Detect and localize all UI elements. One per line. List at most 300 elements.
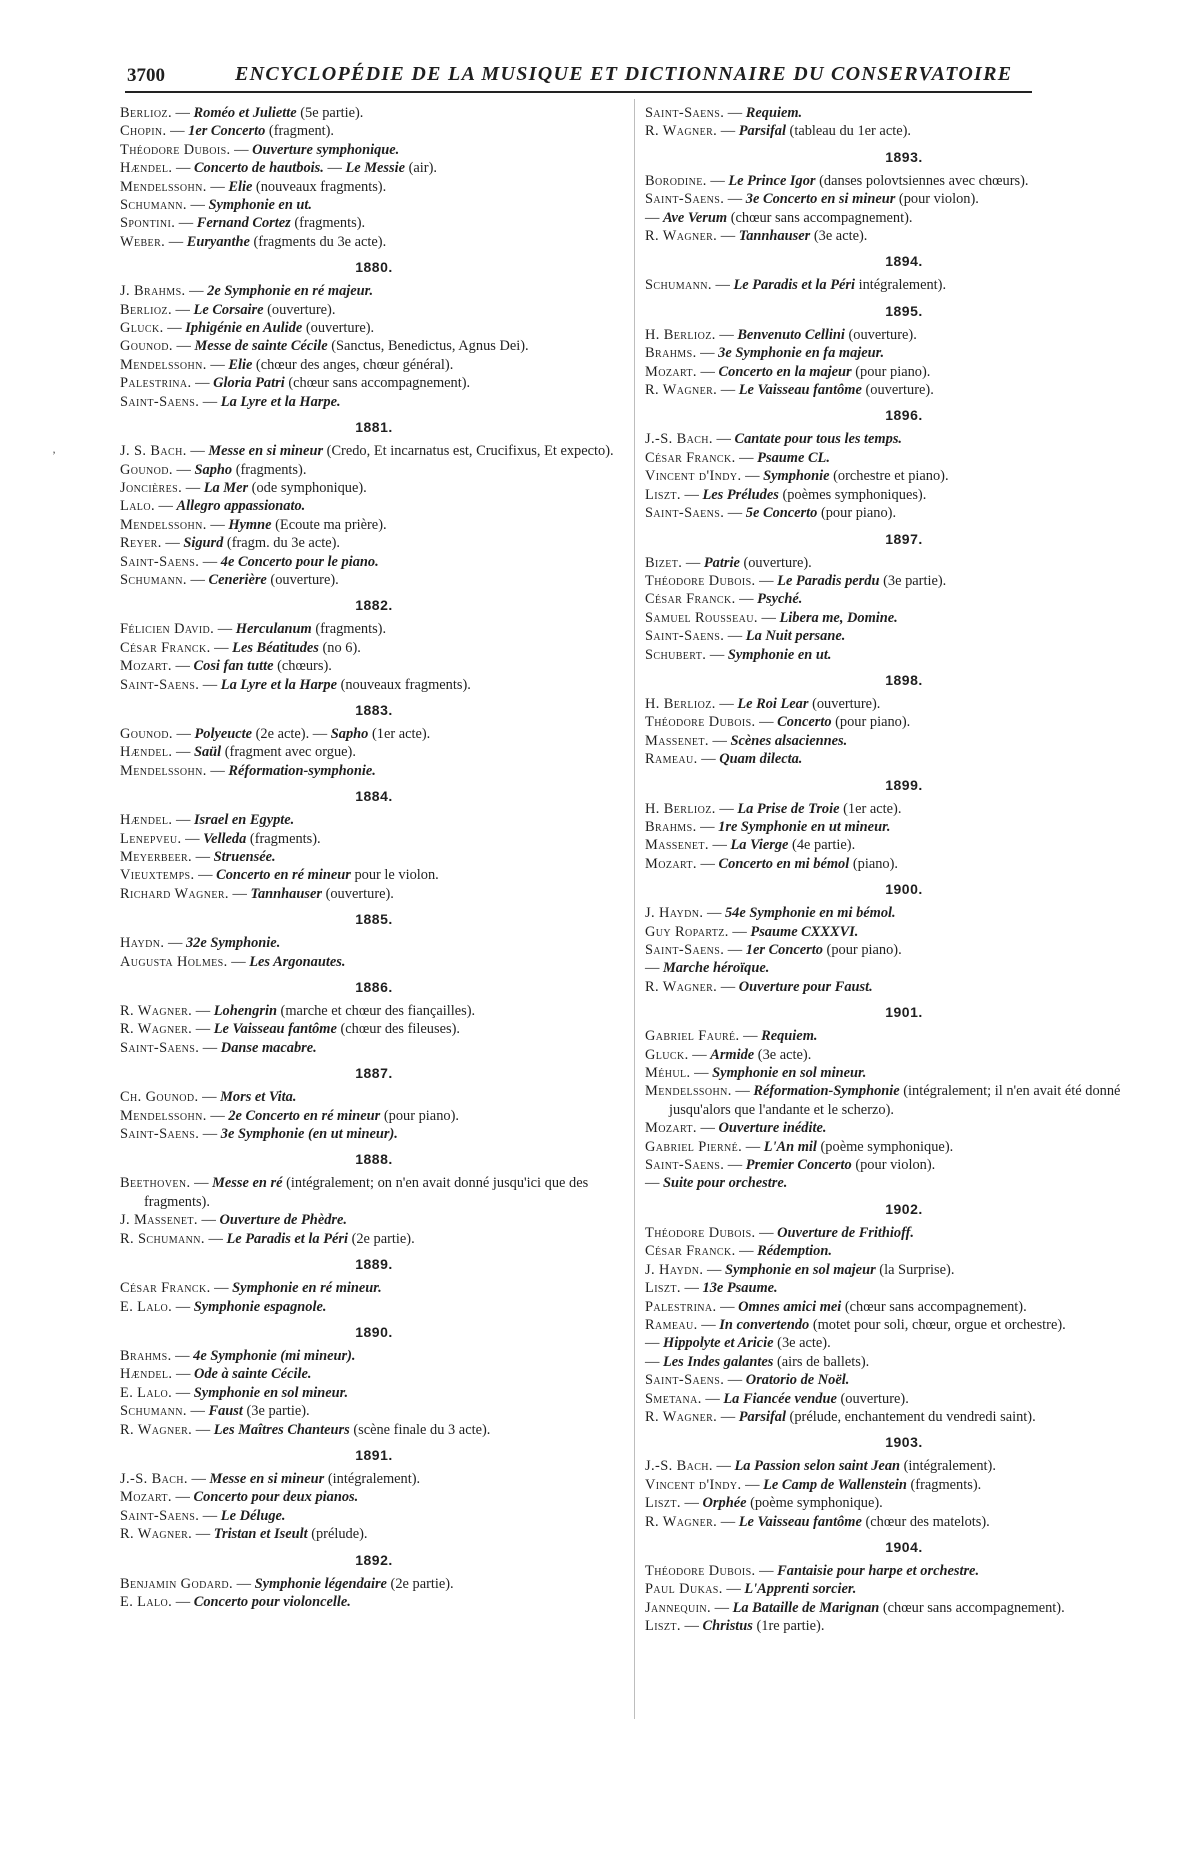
concert-entry <box>120 1347 628 1365</box>
concert-entry <box>645 818 1163 836</box>
work-title: Le Camp de Wallenstein <box>763 1476 907 1493</box>
entry-dash: — <box>172 744 194 761</box>
entry-dash: — <box>172 1384 194 1401</box>
concert-entry <box>645 363 1163 381</box>
concert-entry <box>120 1507 628 1525</box>
concert-entry <box>120 214 628 232</box>
entry-dash: — <box>717 1408 739 1425</box>
concert-entry <box>120 1002 628 1020</box>
work-title: Symphonie en ut. <box>727 646 832 663</box>
work-note: (ouverture). <box>739 554 812 571</box>
entry-dash: — <box>161 535 184 552</box>
work-title: Danse macabre. <box>220 1039 317 1056</box>
concert-entry <box>645 1174 1163 1192</box>
concert-entry <box>645 1371 1163 1389</box>
work-note: (fragm. du 3e acte). <box>223 535 340 552</box>
work-title: Sapho <box>330 725 369 742</box>
year-heading: 1904. <box>885 1538 923 1555</box>
composer-name: Vieuxtemps. <box>120 867 195 884</box>
composer-name: Brahms. <box>645 818 697 835</box>
concert-entry <box>645 381 1163 399</box>
entry-dash: — <box>206 178 229 195</box>
concert-entry <box>645 1082 1163 1119</box>
year-heading: 1898. <box>885 671 923 688</box>
composer-name: R. Wagner. <box>645 1513 718 1530</box>
composer-name: Saint-Saens. <box>645 505 725 522</box>
entry-dash: — <box>645 960 663 977</box>
work-note: (danses polovtsiennes avec chœurs). <box>815 172 1029 189</box>
work-note: (intégralement). <box>900 1458 996 1475</box>
concert-entry <box>120 1088 628 1106</box>
work-title: Requiem. <box>745 105 803 121</box>
work-note: pour le violon. <box>350 867 439 884</box>
concert-entry <box>120 725 628 743</box>
work-title: Psyché. <box>757 591 803 608</box>
entry-dash: — <box>724 1157 746 1174</box>
work-title: Les Indes galantes <box>663 1353 774 1370</box>
work-title: Benvenuto Cellini <box>737 326 845 343</box>
work-note: (1er acte). <box>368 725 431 742</box>
entry-dash: — <box>186 1403 209 1420</box>
entry-dash: — <box>199 676 221 693</box>
work-title: Le Roi Lear <box>737 695 809 712</box>
concert-entry <box>645 172 1163 190</box>
composer-name: H. Berlioz. <box>645 800 716 817</box>
work-title: Struensée. <box>213 849 276 865</box>
concert-entry <box>645 855 1163 873</box>
entry-dash: — <box>192 1003 214 1020</box>
entry-dash: — <box>703 905 725 922</box>
concert-entry <box>120 516 628 534</box>
work-title: Le Vaisseau fantôme <box>213 1021 337 1038</box>
year-heading: 1884. <box>355 788 393 805</box>
entry-dash: — <box>717 1513 739 1530</box>
work-title: 4e Concerto pour le piano. <box>220 553 379 570</box>
entry-dash: — <box>717 228 739 245</box>
entry-dash: — <box>706 646 728 663</box>
entry-dash: — <box>214 621 236 638</box>
work-note: (ouverture). <box>861 382 934 399</box>
work-note: (1re partie). <box>752 1618 825 1635</box>
entry-dash: — <box>724 1372 746 1389</box>
composer-name: César Franck. <box>120 1280 211 1297</box>
composer-name: Haydn. <box>120 935 165 952</box>
work-note: (pour piano). <box>851 363 931 380</box>
composer-name: Palestrina. <box>120 375 192 392</box>
year-heading: 1897. <box>885 530 923 547</box>
concert-entry <box>645 1224 1163 1242</box>
work-title: Sigurd <box>183 535 224 552</box>
composer-name: Mozart. <box>120 1489 172 1506</box>
concert-entry <box>120 1488 628 1506</box>
composer-name: Augusta Holmes. <box>120 953 228 970</box>
entry-dash: — <box>199 1126 221 1143</box>
concert-entry <box>120 1593 628 1611</box>
composer-name: Gounod. <box>120 725 173 742</box>
composer-name: Hændel. <box>120 160 173 177</box>
concert-entry <box>120 811 628 829</box>
entry-dash: — <box>187 1470 210 1487</box>
composer-name: Meyerbeer. <box>120 849 193 865</box>
work-note: (2e partie). <box>347 1230 415 1247</box>
entry-dash: — <box>645 1335 663 1352</box>
work-note: (3e partie). <box>242 1403 310 1420</box>
composer-name: R. Wagner. <box>645 1408 718 1425</box>
work-note: (ode symphonique). <box>248 479 367 496</box>
entry-dash: — <box>755 1224 778 1241</box>
concert-entry <box>645 695 1163 713</box>
entry-dash: — <box>186 571 209 588</box>
concert-entry <box>645 713 1163 731</box>
entry-dash: — <box>181 830 204 847</box>
year-heading: 1900. <box>885 881 923 898</box>
concert-entry <box>120 178 628 196</box>
concert-entry <box>120 1230 628 1248</box>
entry-dash: — <box>186 443 209 460</box>
work-title: Le Paradis perdu <box>777 572 880 589</box>
concert-entry <box>645 1617 1163 1635</box>
composer-name: Paul Dukas. <box>645 1581 723 1598</box>
entry-dash: — <box>166 123 189 140</box>
work-title: Concerto de hautbois. <box>193 160 324 177</box>
work-note: (fragments). <box>232 461 307 478</box>
work-title: Christus <box>702 1618 753 1635</box>
work-title: Concerto en ré mineur <box>216 867 351 884</box>
work-title: Le Prince Igor <box>728 172 816 189</box>
concert-entry <box>120 953 628 971</box>
work-title: Concerto en mi bémol <box>718 855 850 872</box>
composer-name: J. Haydn. <box>645 1261 704 1278</box>
composer-name: César Franck. <box>120 639 211 656</box>
entry-dash: — <box>717 123 739 140</box>
concert-entry <box>120 233 628 251</box>
concert-entry <box>645 1513 1163 1531</box>
composer-name: Beethoven. <box>120 1175 191 1192</box>
composer-name: J. Brahms. <box>120 283 186 300</box>
work-note: (prélude, enchantement du vendredi saint). <box>785 1408 1036 1425</box>
entry-dash: — <box>724 628 746 645</box>
work-title: Concerto pour deux pianos. <box>193 1489 359 1506</box>
composer-name: César Franck. <box>645 449 736 466</box>
entry-dash: — <box>206 516 229 533</box>
composer-name: Smetana. <box>645 1390 702 1407</box>
composer-name: J.-S. Bach. <box>120 1470 188 1487</box>
concert-entry <box>120 762 628 780</box>
entry-dash: — <box>206 356 229 373</box>
composer-name: Benjamin Godard. <box>120 1575 234 1592</box>
work-title: Elie <box>228 178 253 195</box>
composer-name: Gabriel Pierné. <box>645 1138 743 1155</box>
concert-entry <box>645 344 1163 362</box>
work-title: Quam dilecta. <box>719 751 803 768</box>
entry-dash: — <box>186 197 209 214</box>
composer-name: Massenet. <box>645 732 709 749</box>
composer-name: Saint-Saens. <box>645 1157 725 1174</box>
work-title: L'Apprenti sorcier. <box>744 1581 857 1598</box>
work-title: Symphonie en sol majeur <box>724 1261 876 1278</box>
entry-dash: — <box>741 468 764 485</box>
composer-name: Vincent d'Indy. <box>645 468 742 485</box>
composer-name: Mendelssohn. <box>645 1083 732 1100</box>
composer-name: Hændel. <box>120 812 173 829</box>
entry-dash: — <box>757 609 780 626</box>
entry-dash: — <box>755 572 778 589</box>
entry-dash: — <box>688 1046 711 1063</box>
composer-name: H. Berlioz. <box>645 326 716 343</box>
entry-dash: — <box>204 1230 227 1247</box>
composer-name: Théodore Dubois. <box>120 141 231 158</box>
work-note: (fragments). <box>246 830 321 847</box>
composer-name: Saint-Saens. <box>645 105 725 121</box>
composer-name: Ch. Gounod. <box>120 1089 199 1106</box>
concert-entry <box>120 196 628 214</box>
composer-name: Vincent d'Indy. <box>645 1476 742 1493</box>
composer-name: E. Lalo. <box>120 1593 173 1610</box>
work-note: (5e partie). <box>296 105 364 121</box>
composer-name: Hændel. <box>120 744 173 761</box>
concert-entry <box>120 356 628 374</box>
work-note: (tableau du 1er acte). <box>785 123 911 140</box>
work-title: Requiem. <box>761 1028 818 1045</box>
work-title: Velleda <box>203 830 247 847</box>
composer-name: Schumann. <box>645 277 712 294</box>
work-title: Hymne <box>228 516 272 533</box>
composer-name: Théodore Dubois. <box>645 572 756 589</box>
work-title: La Passion selon saint Jean <box>734 1458 901 1475</box>
year-heading: 1896. <box>885 407 923 424</box>
work-note: (2e acte). — <box>252 725 331 742</box>
entry-dash: — <box>199 393 221 410</box>
column-separator <box>634 99 635 1719</box>
work-title: Sapho <box>194 461 233 478</box>
running-title: ENCYCLOPÉDIE DE LA MUSIQUE ET DICTIONNAIRE DU CONSERVATOIRE <box>235 63 1013 85</box>
entry-dash: — <box>233 1575 255 1592</box>
work-title: Fantaisie pour harpe et orchestre. <box>777 1562 980 1579</box>
concert-entry <box>645 1353 1163 1371</box>
concert-entry <box>120 620 628 638</box>
composer-name: Mozart. <box>645 1120 697 1137</box>
work-title: Les Préludes <box>702 486 779 503</box>
work-title: Marche héroïque. <box>663 960 770 977</box>
concert-entry <box>645 122 1163 140</box>
work-note: (pour piano). <box>822 942 902 958</box>
concert-entry <box>120 301 628 319</box>
year-heading: 1887. <box>355 1065 393 1082</box>
work-note: (intégralement). <box>324 1470 421 1487</box>
work-title: Ouverture de Frithioff. <box>777 1224 915 1241</box>
work-title: Symphonie <box>763 468 830 485</box>
composer-name: Samuel Rousseau. <box>645 609 758 626</box>
concert-entry <box>645 276 1163 294</box>
entry-dash: — <box>731 1083 754 1100</box>
composer-name: R. Wagner. <box>645 978 718 995</box>
work-note: (chœur des matelots). <box>861 1513 990 1530</box>
entry-dash: — <box>192 1421 214 1438</box>
year-heading: 1893. <box>885 148 923 165</box>
composer-name: Lenepveu. <box>120 830 182 847</box>
concert-entry <box>120 497 628 515</box>
composer-name: Mendelssohn. <box>120 356 207 373</box>
work-title: Tannhauser <box>738 228 811 245</box>
concert-entry <box>120 1020 628 1038</box>
composer-name: Hændel. <box>120 1366 173 1383</box>
work-note: (3e acte). <box>754 1046 812 1063</box>
concert-entry <box>645 504 1163 522</box>
work-note: (ouverture). <box>321 885 394 902</box>
composer-name: Saint-Saens. <box>120 676 200 693</box>
work-title: Cenerière <box>208 571 267 588</box>
composer-name: Gluck. <box>645 1046 689 1063</box>
page-header <box>125 62 1030 96</box>
composer-name: R. Wagner. <box>120 1003 193 1020</box>
work-title: Les Argonautes. <box>249 953 346 970</box>
concert-entry <box>120 1279 628 1297</box>
entry-dash: — <box>735 449 758 466</box>
composer-name: Mozart. <box>645 363 697 380</box>
entry-dash: — <box>164 935 186 952</box>
entry-dash: — <box>697 751 720 768</box>
composer-name: Saint-Saens. <box>645 191 725 208</box>
work-title: Roméo et Juliette <box>193 105 297 121</box>
entry-dash: — <box>185 283 208 300</box>
work-title: Le Messie <box>345 160 406 177</box>
work-title: Tristan et Iseult <box>213 1526 308 1543</box>
year-heading: 1888. <box>355 1151 393 1168</box>
concert-entry <box>645 1494 1163 1512</box>
composer-name: Saint-Saens. <box>120 1507 200 1524</box>
concert-entry <box>645 1027 1163 1045</box>
work-title: Suite pour orchestre. <box>663 1175 788 1192</box>
entry-dash: — <box>206 1107 229 1124</box>
work-title: Omnes amici mei <box>738 1298 842 1315</box>
work-title: 1er Concerto <box>188 123 266 140</box>
concert-entry <box>120 282 628 300</box>
entry-dash: — <box>171 1489 194 1506</box>
entry-dash: — <box>194 867 217 884</box>
work-note: (1er acte). <box>839 800 902 817</box>
composer-name: Saint-Saens. <box>120 1039 200 1056</box>
work-note: (4e partie). <box>788 837 856 854</box>
entry-dash: — <box>172 1366 194 1383</box>
composer-name: R. Schumann. <box>120 1230 205 1247</box>
entry-dash: — <box>230 141 253 158</box>
entry-dash: — <box>710 1599 733 1616</box>
concert-entry <box>645 1562 1163 1580</box>
concert-entry <box>120 159 628 177</box>
work-title: Allegro appassionato. <box>176 498 306 515</box>
concert-entry <box>645 467 1163 485</box>
composer-name: Mozart. <box>645 855 697 872</box>
composer-name: Schumann. <box>120 571 187 588</box>
work-note: (la Surprise). <box>875 1261 955 1278</box>
concert-entry <box>120 393 628 411</box>
composer-name: Mozart. <box>120 658 172 675</box>
composer-name: Méhul. <box>645 1065 691 1082</box>
work-note: (chœur sans accompagnement). <box>727 209 913 226</box>
entry-dash: — <box>680 1495 703 1512</box>
entry-dash: — <box>696 1120 719 1137</box>
entry-dash: — <box>182 479 204 496</box>
concert-entry <box>120 1402 628 1420</box>
composer-name: Schumann. <box>120 197 187 214</box>
composer-name: R. Wagner. <box>120 1421 193 1438</box>
entry-dash: — <box>742 1138 764 1155</box>
work-note: (poème symphonique). <box>816 1138 954 1155</box>
work-title: Ouverture inédite. <box>718 1120 827 1137</box>
composer-name: J. Haydn. <box>645 905 704 922</box>
concert-entry <box>120 337 628 355</box>
concert-entry <box>645 430 1163 448</box>
concert-entry <box>645 1242 1163 1260</box>
entry-dash: — <box>171 1347 194 1364</box>
entry-dash: — <box>739 1028 762 1045</box>
composer-name: Chopin. <box>120 123 167 140</box>
composer-name: Liszt. <box>645 1495 681 1512</box>
work-title: L'An mil <box>763 1138 817 1155</box>
composer-name: Liszt. <box>645 486 681 503</box>
work-note: (prélude). <box>307 1526 368 1543</box>
work-title: Israel en Egypte. <box>193 812 295 829</box>
entry-dash: — <box>172 1298 194 1315</box>
work-title: La Lyre et la Harpe. <box>220 393 341 410</box>
composer-name: H. Berlioz. <box>645 695 716 712</box>
work-title: Messe en si mineur <box>209 1470 325 1487</box>
composer-name: Félicien David. <box>120 621 215 638</box>
year-heading: 1891. <box>355 1446 393 1463</box>
concert-entry <box>645 750 1163 768</box>
entry-dash: — <box>172 725 195 742</box>
concert-entry <box>120 1470 628 1488</box>
work-note: (chœur des anges, chœur général). <box>252 356 454 373</box>
work-title: Premier Concerto <box>745 1157 852 1174</box>
work-note: (fragments du 3e acte). <box>249 233 387 250</box>
work-title: Symphonie espagnole. <box>193 1298 327 1315</box>
concert-entry <box>120 442 628 460</box>
composer-name: R. Wagner. <box>645 228 718 245</box>
concert-entry <box>645 190 1163 208</box>
entry-dash: — <box>696 345 719 362</box>
work-note: (pour piano). <box>831 714 911 731</box>
composer-name: J. S. Bach. <box>120 443 187 460</box>
composer-name: Brahms. <box>645 345 697 362</box>
work-note: (motet pour soli, chœur, orgue et orchestre). <box>809 1316 1066 1333</box>
entry-dash: — <box>171 301 194 318</box>
work-title: 3e Symphonie en fa majeur. <box>718 345 885 362</box>
concert-entry <box>645 209 1163 227</box>
entry-dash: — <box>228 885 251 902</box>
work-title: Lohengrin <box>213 1003 277 1020</box>
work-note: (chœur sans accompagnement). <box>284 375 471 392</box>
year-heading: 1882. <box>355 597 393 614</box>
year-heading: 1881. <box>355 419 393 436</box>
entry-dash: — <box>172 160 194 177</box>
header-rule <box>125 91 1032 93</box>
work-title: Hippolyte et Aricie <box>663 1335 774 1352</box>
entry-dash: — <box>682 554 704 571</box>
entry-dash: — <box>165 233 187 250</box>
concert-entry <box>645 486 1163 504</box>
page-number: 3700 <box>127 65 165 86</box>
work-title: Euryanthe <box>186 233 250 250</box>
entry-dash: — <box>724 942 746 958</box>
work-title: Symphonie en sol mineur. <box>712 1065 867 1082</box>
entry-dash: — <box>163 320 186 337</box>
concert-entry <box>645 572 1163 590</box>
entry-dash: — <box>716 1298 739 1315</box>
work-title: La Vierge <box>730 837 789 854</box>
concert-entry <box>645 1119 1163 1137</box>
year-heading: 1890. <box>355 1323 393 1340</box>
